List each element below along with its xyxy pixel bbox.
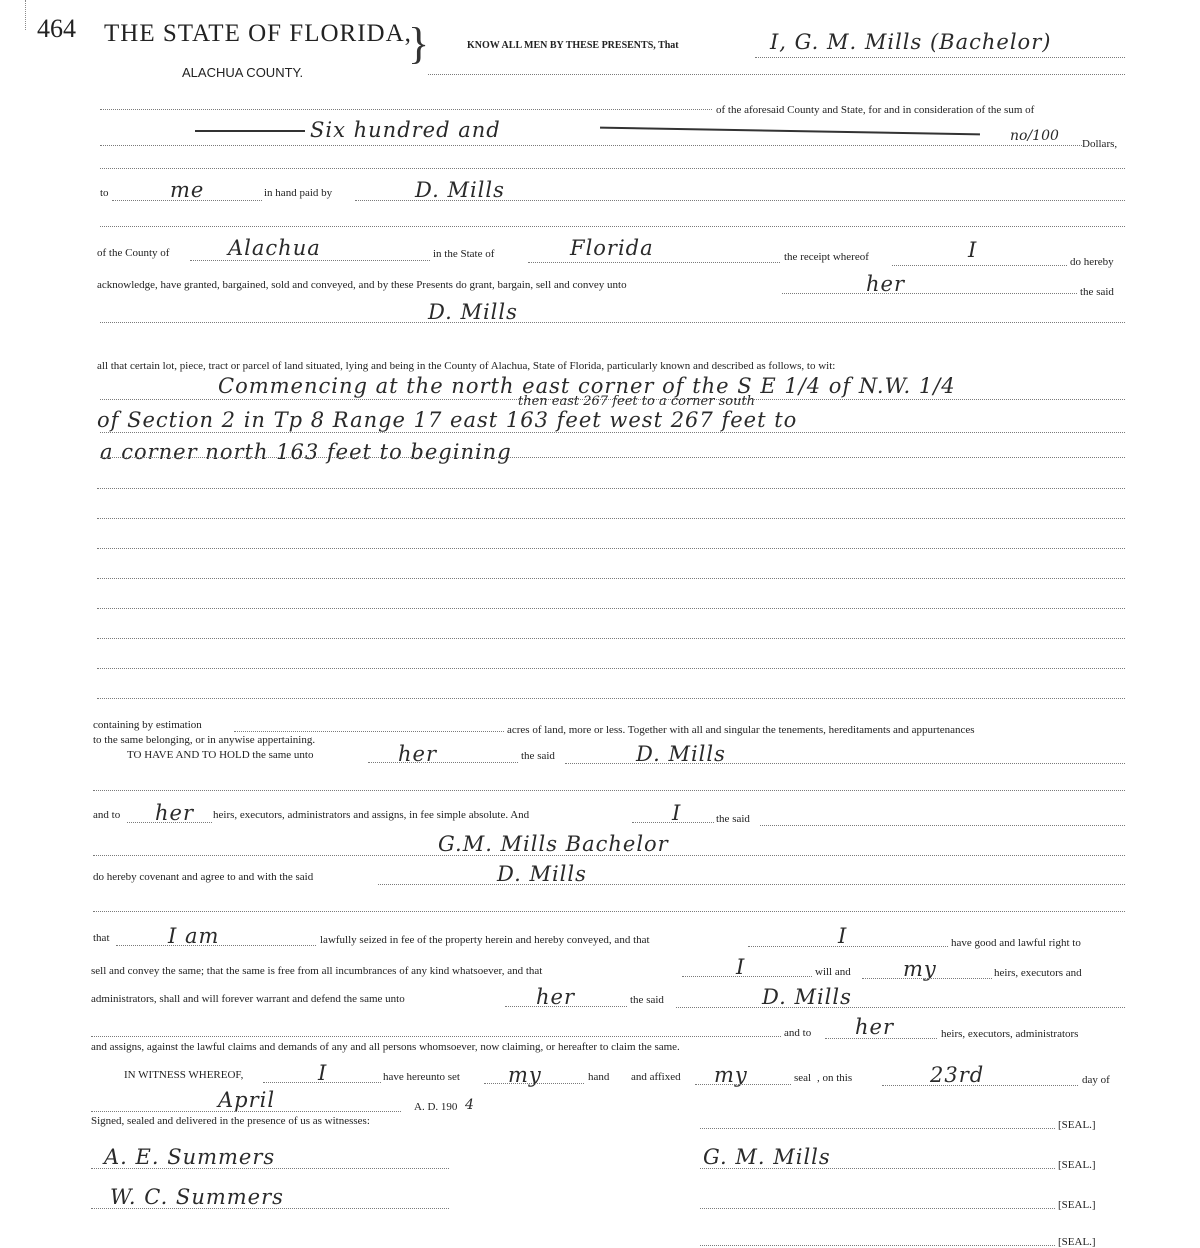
heirs-the-said: the said [716,813,750,825]
covenant-line [378,884,1125,885]
covenant-handwritten: D. Mills [497,862,587,886]
witness-2-line [91,1208,449,1209]
do-hereby: do hereby [1070,256,1114,268]
margin-mark [25,0,26,30]
and-handwritten: I [672,801,682,825]
land-line-1: Commencing at the north east corner of the S E 1/4 of N.W. 1/4 [218,374,956,398]
state-field-line [528,262,780,263]
in-witness-label: IN WITNESS WHEREOF, [124,1069,244,1081]
payer-line [355,200,1125,201]
aforesaid-text: of the aforesaid County and State, for and in consideration of the sum of [716,104,1035,116]
amount-dash-left [195,130,305,132]
witness-1-signature: A. E. Summers [104,1145,276,1169]
witness-line [263,1082,381,1083]
grantor-signature: G. M. Mills [703,1145,831,1169]
amount-dash-right [600,127,980,136]
covenant-label: do hereby covenant and agree to and with the said [93,871,314,883]
to-have-name-line [565,763,1125,764]
grantee-line [100,322,1125,323]
acknowledge-text: acknowledge, have granted, bargained, sold and conveyed, and by these Presents do grant, bargain, sell and convey unto [97,279,627,291]
month-line [91,1111,401,1112]
to-handwritten: me [170,178,205,202]
to-have-handwritten: her [398,742,437,766]
day-of-text: day of [1082,1074,1110,1086]
payer-handwritten: D. Mills [415,178,505,202]
that-line [116,945,316,946]
month-handwritten: April [218,1088,276,1112]
unto-handwritten: her [866,272,905,296]
amount-handwritten: Six hundred and [310,118,501,142]
heirs-exec-text: heirs, executors and [994,967,1082,979]
heirs-text: heirs, executors, administrators and assigns, in fee simple absolute. And [213,809,530,821]
will-and-text: will and [815,966,851,978]
heirs-name-handwritten: G.M. Mills Bachelor [438,832,669,856]
estimation-line [234,731,504,732]
admin-handwritten: her [536,985,575,1009]
land-rule [97,698,1125,699]
and-to-text: and to [784,1027,812,1039]
affixed-line [695,1084,791,1085]
seal-3: [SEAL.] [1058,1199,1096,1211]
belonging-text: to the same belonging, or in anywise appertaining. [93,734,316,746]
admin-name-line [676,1007,1125,1008]
set-handwritten: my [508,1063,542,1087]
land-rule [100,432,1125,433]
unto-line [782,293,1077,294]
land-rule [97,668,1125,669]
land-intro-text: all that certain lot, piece, tract or parcel of land situated, lying and being in the County of Alachua, State of Florida, particularly known and described as follows, to wit: [97,360,836,372]
page-number: 464 [37,14,76,43]
line [100,168,1125,169]
grantor-handwritten: I, G. M. Mills (Bachelor) [770,30,1052,54]
header-brace: } [408,19,430,68]
hereunto-set-text: have hereunto set [383,1071,460,1083]
receipt-label: the receipt whereof [784,251,869,263]
signature-line [700,1208,1055,1209]
hand-text: hand [588,1071,610,1083]
and-to-line [127,822,212,823]
grantee-handwritten: D. Mills [428,300,518,324]
county-label: ALACHUA COUNTY. [182,65,304,80]
state-title: THE STATE OF FLORIDA, [104,20,412,47]
amount-line [100,145,1082,146]
and-to-handwritten: her [155,801,194,825]
admin-line [505,1006,627,1007]
cents-handwritten: no/100 [1010,128,1059,144]
county-handwritten: Alachua [228,236,321,260]
line [93,855,1125,856]
and-to-2-handwritten: her [855,1015,894,1039]
the-said-label: the said [1080,286,1114,298]
signature-line [700,1128,1055,1129]
receipt-line [892,265,1067,266]
to-have-label: TO HAVE AND TO HOLD the same unto [127,749,314,761]
land-rule [100,457,1125,458]
to-have-line [368,762,518,763]
land-insert: then east 267 feet to a corner south [518,394,756,409]
seal-1: [SEAL.] [1058,1119,1096,1131]
of-county-label: of the County of [97,247,170,259]
land-rule [97,578,1125,579]
land-rule [97,638,1125,639]
grantor-line [755,57,1125,58]
witness-1-line [91,1168,449,1169]
acres-text: acres of land, more or less. Together with all and singular the tenements, hereditaments and appurtenances [507,724,975,736]
line [100,226,1125,227]
seal-4: [SEAL.] [1058,1236,1096,1248]
witness-2-signature: W. C. Summers [110,1185,284,1209]
good-right-text: have good and lawful right to [951,937,1081,949]
signed-text: Signed, sealed and delivered in the presence of us as witnesses: [91,1115,370,1127]
sell-text: sell and convey the same; that the same is free from all incumbrances of any kind whatsoever, and that [91,965,543,977]
county-field-line [190,260,430,261]
affixed-text: and affixed [631,1071,681,1083]
that-label: that [93,932,110,944]
day-line [882,1085,1078,1086]
land-rule [97,548,1125,549]
land-rule [97,608,1125,609]
header-line [428,74,1125,75]
year-handwritten: 4 [465,1097,474,1113]
grantor-signature-line [700,1168,1055,1169]
witness-handwritten: I [318,1061,328,1085]
sell-line [682,976,812,977]
line [760,825,1125,826]
will-line [862,978,992,979]
ad-label: A. D. 190 [414,1101,458,1113]
affixed-handwritten: my [714,1063,748,1087]
land-rule [97,488,1125,489]
hand-paid-label: in hand paid by [264,187,333,199]
land-line-2: of Section 2 in Tp 8 Range 17 east 163 feet west 267 feet to [97,408,798,432]
lawfully-handwritten: I [838,924,848,948]
line [93,911,1125,912]
set-line [484,1083,584,1084]
on-this-text: , on this [817,1072,853,1084]
dollars-label: Dollars, [1082,138,1118,150]
to-line [112,200,262,201]
signature-line [700,1245,1055,1246]
line [91,1036,781,1037]
and-to-label: and to [93,809,121,821]
seal-label: seal [794,1072,812,1084]
assigns-text: and assigns, against the lawful claims and demands of any and all persons whomsoever, now claiming, or hereafter to claim the same. [91,1041,680,1053]
and-to-2-line [825,1038,937,1039]
line [100,109,712,110]
to-have-name-handwritten: D. Mills [636,742,726,766]
sell-handwritten: I [736,955,746,979]
day-handwritten: 23rd [930,1063,985,1087]
and-line [632,822,714,823]
to-label: to [100,187,109,199]
estimation-label: containing by estimation [93,719,202,731]
admin-the-said: the said [630,994,664,1006]
receipt-handwritten: I [968,238,978,262]
to-have-the-said: the said [521,750,555,762]
lawfully-text: lawfully seized in fee of the property herein and hereby conveyed, and that [320,934,650,946]
seal-2: [SEAL.] [1058,1159,1096,1171]
lawfully-line [748,946,948,947]
admin-name-handwritten: D. Mills [762,985,852,1009]
state-handwritten: Florida [570,236,654,260]
land-rule [97,518,1125,519]
line [93,790,1125,791]
in-state-label: in the State of [433,248,495,260]
admin-text: administrators, shall and will forever warrant and defend the same unto [91,993,405,1005]
heirs-exec-admin-text: heirs, executors, administrators [941,1028,1079,1040]
that-handwritten: I am [168,924,220,948]
know-all-men-text: KNOW ALL MEN BY THESE PRESENTS, That [467,40,679,51]
land-line-3: a corner north 163 feet to begining [100,440,512,464]
will-handwritten: my [903,957,937,981]
